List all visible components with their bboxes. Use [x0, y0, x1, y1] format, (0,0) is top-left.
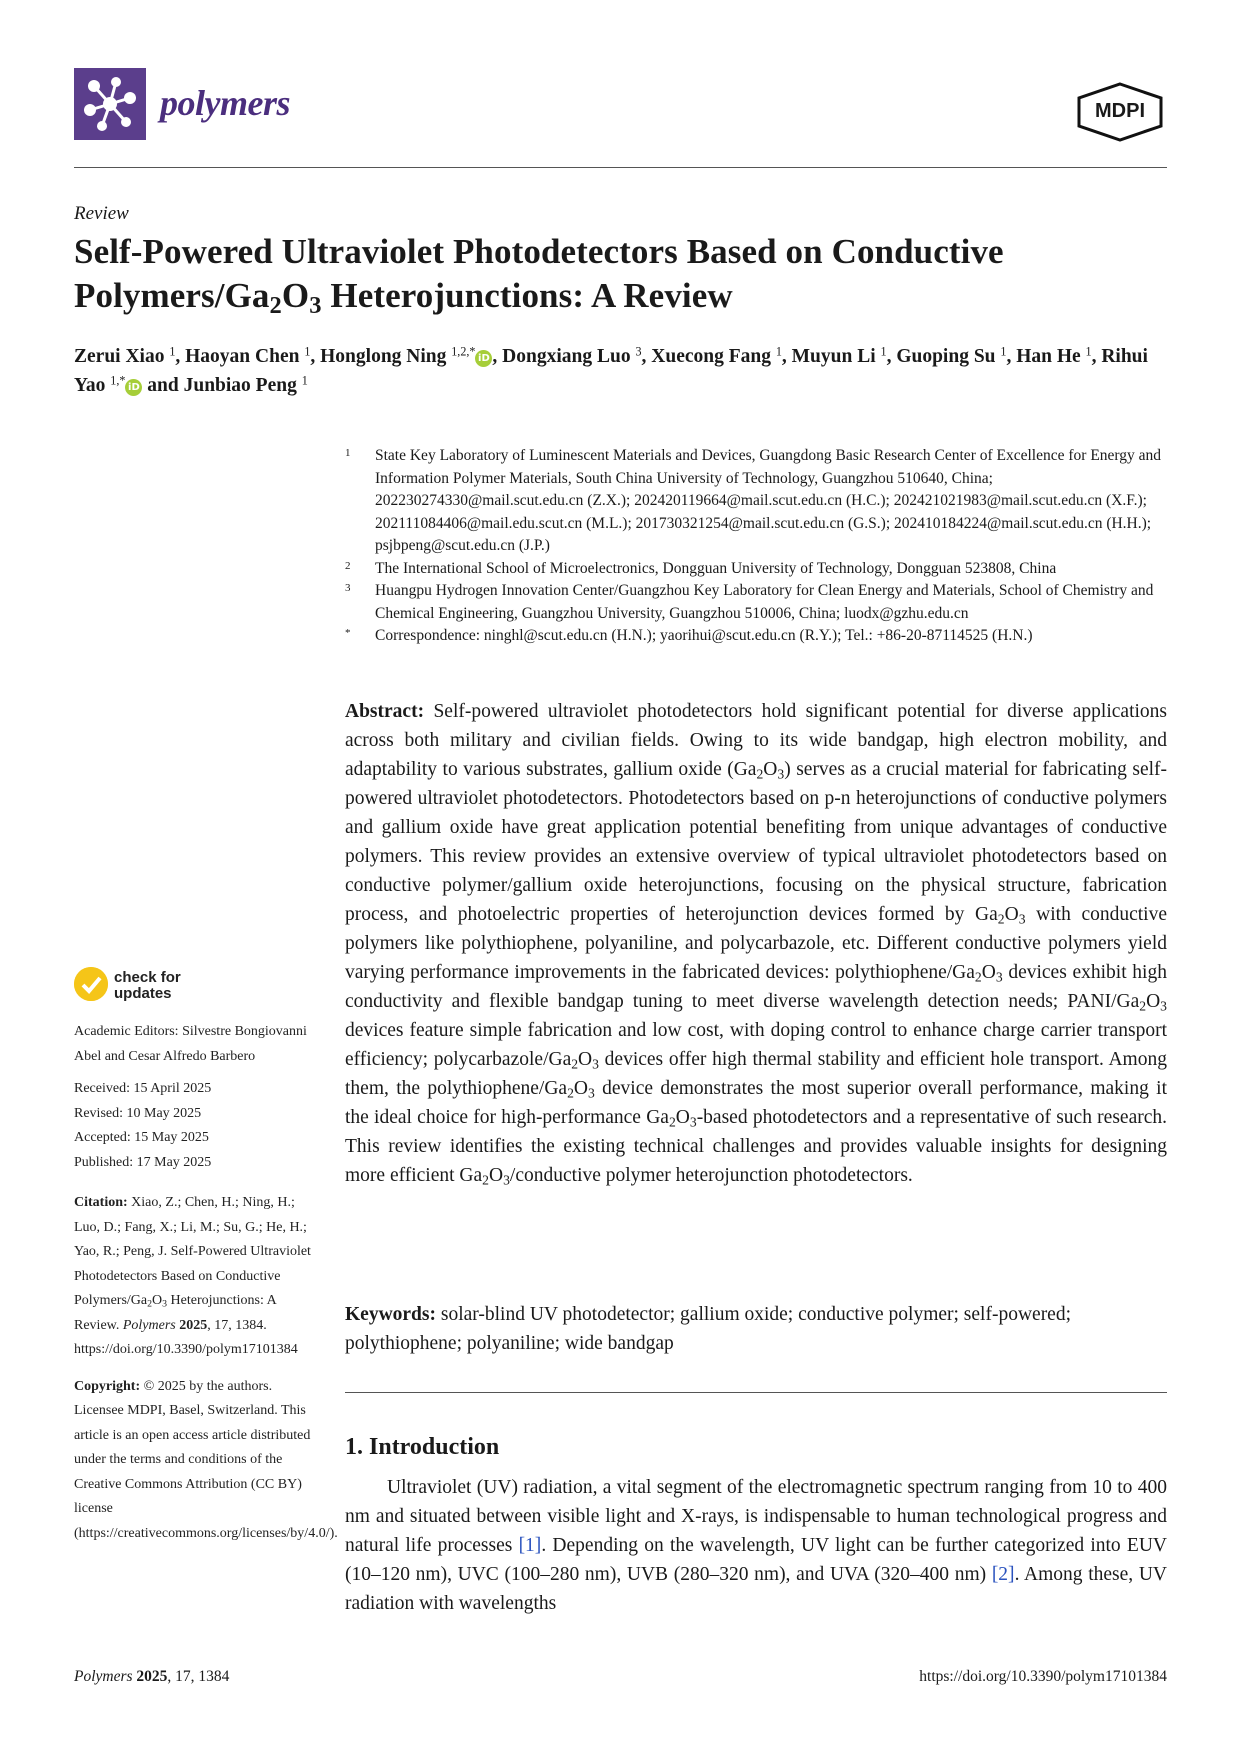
author-list: Zerui Xiao $^1$, Haoyan Chen $^1$, Honglong Ning $^{1,2,*}$iD , Dongxiang Luo $^3$, Xuecong Fang $^1$, Muyun Li $^1$, Guoping Su $^1$, Han He $^1$, Rihui Yao $^{1,*}$iD and Junbiao Peng $^1$: [74, 344, 1148, 396]
copyright-block: Copyright: © 2025 by the authors. Licensee MDPI, Basel, Switzerland. This article is an open access article distributed under the terms and conditions of the Creative Commons Attribution (CC BY) license (https://creativecommons.org/licenses/by/4.0/).: [74, 1378, 338, 1541]
section-heading-introduction: 1. Introduction: [345, 1434, 500, 1460]
affiliations: [345, 445, 1167, 648]
author[interactable]: Xuecong Fang $^1$: [651, 344, 782, 367]
molecule-icon: [74, 68, 146, 140]
footer-citation: Polymers 2025, 17, 1384: [74, 1668, 230, 1685]
header-rule: [74, 167, 1167, 168]
publisher-name: MDPI: [1095, 100, 1145, 122]
author[interactable]: Haoyan Chen $^1$: [185, 344, 311, 367]
published-date: Published: 17 May 2025: [74, 1154, 212, 1170]
article-title: Self-Powered Ultraviolet Photodetectors Based on Conductive Polymers/$Ga_2O_3$ Heterojunctions: A Review: [74, 232, 1004, 320]
author[interactable]: Honglong Ning $^{1,2,*}$: [320, 344, 476, 367]
orcid-icon[interactable]: iD: [475, 350, 492, 367]
keywords: Keywords: solar-blind UV photodetector; gallium oxide; conductive polymer; self-powered; polythiophene; polyaniline; wide bandgap: [345, 1304, 1072, 1354]
author[interactable]: Han He $^1$: [1016, 344, 1092, 367]
accepted-date: Accepted: 15 May 2025: [74, 1130, 209, 1145]
orcid-icon[interactable]: iD: [125, 379, 142, 396]
author[interactable]: Zerui Xiao $^1$: [74, 344, 176, 367]
academic-editors: Academic Editors: Silvestre Bongiovanni Abel and Cesar Alfredo Barbero: [74, 1024, 307, 1064]
check-updates-icon[interactable]: [74, 967, 108, 1001]
affiliation: 1 State Key Laboratory of Luminescent Materials and Devices, Guangdong Basic Research Center of Excellence for Energy and Information Polymer Materials, South China University of Technology, Guangzhou 510640, China; 202230274330@mail.scut.edu.cn (Z.X.); 202420119664@mail.scut.edu.cn (H.C.); 202421021983@mail.scut.edu.cn (X.F.); 202111084406@mail.edu.scut.cn (M.L.); 201730321254@mail.scut.edu.cn (G.S.); 202410184224@mail.scut.edu.cn (H.H.); psjbpeng@scut.edu.cn (J.P.): [345, 447, 1162, 554]
citation-link[interactable]: [1]: [518, 1535, 542, 1556]
affiliation: 2 The International School of Microelectronics, Dongguan University of Technology, Dongguan 523808, China: [345, 559, 1057, 577]
correspondence: * Correspondence: ninghl@scut.edu.cn (H.N.); yaorihui@scut.edu.cn (R.Y.); Tel.: +86-20-87114525 (H.N.): [345, 627, 1033, 644]
author[interactable]: Guoping Su $^1$: [896, 344, 1007, 367]
author[interactable]: Muyun Li $^1$: [791, 344, 887, 367]
citation-link[interactable]: [2]: [991, 1564, 1015, 1585]
article-type: Review: [74, 203, 129, 224]
journal-name: polymers: [160, 83, 290, 123]
revised-date: Revised: 10 May 2025: [74, 1105, 202, 1121]
received-date: Received: 15 April 2025: [74, 1081, 212, 1096]
author[interactable]: Dongxiang Luo $^3$: [502, 344, 642, 367]
author[interactable]: Rihui Yao $^{1,*}$: [74, 346, 1148, 396]
author-conjunction: and: [147, 375, 179, 396]
section-divider: [345, 1392, 1167, 1393]
citation-block: Citation: Xiao, Z.; Chen, H.; Ning, H.; Luo, D.; Fang, X.; Li, M.; Su, G.; He, H.; Yao, R.; Peng, J. Self-Powered Ultraviolet Photodetectors Based on Conductive Polymers/$Ga_2O_3$ Heterojunctions: A Review. Polymers 2025, 17, 1384. https://doi.org/10.3390/polym17101384: [74, 1195, 311, 1357]
author[interactable]: Junbiao Peng $^1$: [183, 373, 308, 396]
mdpi-logo: [1075, 82, 1165, 142]
introduction-paragraph: Ultraviolet (UV) radiation, a vital segment of the electromagnetic spectrum ranging from 10 to 400 nm and situated between visible light and X-rays, is indispensable to human technological progress and natural life processes [1]. Depending on the wavelength, UV light can be further categorized into EUV (10–120 nm), UVC (100–280 nm), UVB (280–320 nm), and UVA (320–400 nm) [2]. Among these, UV radiation with wavelengths: [345, 1477, 1168, 1614]
affiliation: 3 Huangpu Hydrogen Innovation Center/Guangzhou Key Laboratory for Clean Energy and Materials, School of Chemistry and Chemical Engineering, Guangzhou University, Guangzhou 510006, China; luodx@gzhu.edu.cn: [345, 582, 1154, 622]
abstract: Abstract: Self-powered ultraviolet photodetectors hold significant potential for diverse applications across both military and civilian fields. Owing to its wide bandgap, high electron mobility, and adaptability to various substrates, gallium oxide $(Ga_2O_3)$ serves as a crucial material for fabricating self-powered ultraviolet photodetectors. Photodetectors based on p-n heterojunctions of conductive polymers and gallium oxide have great application potential benefiting from unique advantages of conductive polymers. This review provides an extensive overview of typical ultraviolet photodetectors based on conductive polymer/gallium oxide heterojunctions, focusing on the physical structure, fabrication process, and photoelectric properties of heterojunction devices formed by $Ga_2O_3$ with conductive polymers like polythiophene, polyaniline, and polycarbazole, etc. Different conductive polymers yield varying performance improvements in the fabricated devices: polythiophene/$Ga_2O_3$ devices exhibit high conductivity and flexible bandgap tuning to meet diverse wavelength detection needs; PANI/$Ga_2O_3$ devices feature simple fabrication and low cost, with doping control to enhance charge carrier transport efficiency; polycarbazole/$Ga_2O_3$ devices offer high thermal stability and efficient hole transport. Among them, the polythiophene/$Ga_2O_3$ device demonstrates the most superior overall performance, making it the ideal choice for high-performance $Ga_2O_3$-based photodetectors and a representative of such research. This review identifies the existing technical challenges and provides valuable insights for designing more efficient $Ga_2O_3$/conductive polymer heterojunction photodetectors.: [345, 701, 1168, 1188]
footer-doi-link[interactable]: https://doi.org/10.3390/polym17101384: [919, 1668, 1167, 1685]
check-updates-button[interactable]: check for updates: [114, 969, 181, 1002]
article-info-sidebar: [74, 1020, 338, 1554]
journal-logo: [74, 68, 146, 140]
